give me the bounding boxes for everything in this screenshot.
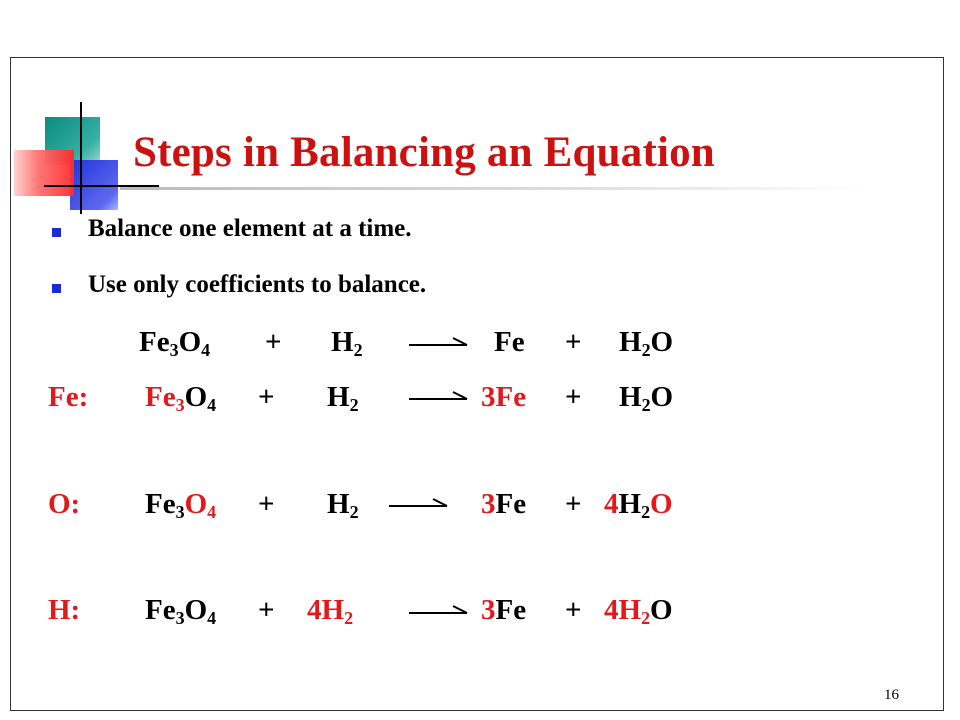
eq1-product1: 3Fe [481,381,527,413]
eq1-reactant2: $H_2$ [327,381,359,416]
eq1-product2: $H_2O$ [619,381,674,416]
eq0-product1: Fe [494,326,525,358]
eq0-plus1: + [265,326,282,358]
eq0-reactant1: $Fe_3O_4$ [139,326,211,361]
eq3-product2: $4H_2O$ [604,594,673,629]
eq0-reactant2: $H_2$ [331,326,363,361]
title-underline [120,187,870,190]
eq0-plus2: + [565,326,582,358]
eq3-arrow-icon [409,604,469,618]
eq3-plus1: + [258,594,275,626]
eq3-label: H: [48,594,81,626]
eq3-product1: 3Fe [481,594,527,626]
eq2-product1: 3Fe [481,488,527,520]
eq0-product2: $H_2O$ [619,326,674,361]
eq2-arrow-icon [389,497,449,511]
eq1-label: Fe: [48,381,89,413]
eq2-reactant1: $Fe_3O_4$ [145,488,217,523]
eq2-product2: $4H_2O$ [604,488,673,523]
bullet-square-icon [52,228,61,237]
eq2-plus1: + [258,488,275,520]
eq2-plus2: + [565,488,582,520]
eq3-reactant1: $Fe_3O_4$ [145,594,217,629]
eq1-plus2: + [565,381,582,413]
red-square-decoration [14,150,74,196]
eq0-arrow-icon [409,336,469,350]
eq1-reactant1: $Fe_3O_4$ [145,381,217,416]
slide-title: Steps in Balancing an Equation [133,129,715,176]
bullet-text-1: Balance one element at a time. [88,215,412,242]
eq2-reactant2: $H_2$ [327,488,359,523]
eq3-reactant2: $4H_2$ [307,594,354,629]
bullet-text-2: Use only coefficients to balance. [88,271,427,298]
eq2-label: O: [48,488,81,520]
eq1-plus1: + [258,381,275,413]
vertical-line-decoration [80,102,82,214]
eq1-arrow-icon [409,390,469,404]
eq3-plus2: + [565,594,582,626]
bullet-square-icon [52,284,61,293]
page-number: 16 [884,687,899,703]
